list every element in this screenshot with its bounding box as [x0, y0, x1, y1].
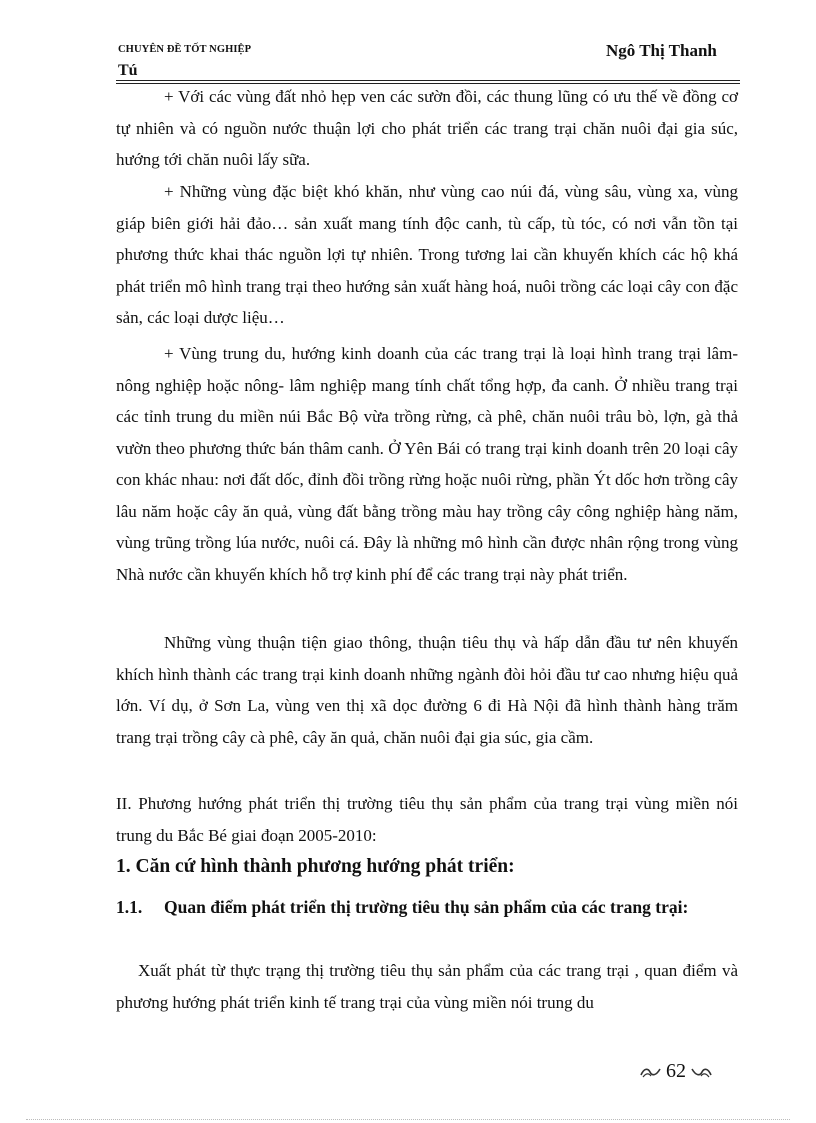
header-title-left: CHUYÊN ĐỀ TỐT NGHIỆP [118, 44, 252, 55]
heading-1: 1. Căn cứ hình thành phương hướng phát triển: [116, 856, 515, 877]
header-author-continuation: Tú [118, 62, 138, 79]
page-number-ornament [640, 1060, 712, 1083]
paragraph-transport-areas: Những vùng thuận tiện giao thông, thuận tiêu thụ và hấp dẫn đầu tư nên khuyến khích hình thành các trang trại kinh doanh những ngành đòi hỏi đầu tư cao nhưng hiệu quả lớn. Ví dụ, ở Sơn La, vùng ven thị xã dọc đường 6 đi Hà Nội đã hình thành hàng trăm trang trại trồng cây cà phê, cây ăn quả, chăn nuôi đại gia súc, gia cầm. [116, 633, 738, 747]
header-author-right: Ngô Thị Thanh [606, 41, 717, 60]
bottom-dotted-line [26, 1119, 790, 1120]
right-flourish-icon [690, 1065, 712, 1079]
paragraph-difficult-areas: + Những vùng đặc biệt khó khăn, như vùng cao núi đá, vùng sâu, vùng xa, vùng giáp biên giới hải đảo… sản xuất mang tính độc canh, tù cấp, tù tóc, có nơi vẫn tồn tại phương thức khai thác nguồn lợi tự nhiên. Trong tương lai cần khuyến khích các hộ khá phát triển mô hình trang trại theo hướng sản xuất hàng hoá, nuôi trồng các loại cây con đặc sản, các loại dược liệu… [116, 182, 738, 327]
section-ii-heading: II. Phương hướng phát triển thị trường tiêu thụ sản phẩm của trang trại vùng miền nói trung du Bắc Bé giai đoạn 2005-2010: [116, 794, 738, 845]
left-flourish-icon [640, 1065, 662, 1079]
heading-2-text: Quan điểm phát triển thị trường tiêu thụ sản phẩm của các trang trại: [164, 897, 689, 917]
page-number: 62 [666, 1060, 686, 1082]
paragraph-final: Xuất phát từ thực trạng thị trường tiêu thụ sản phẩm của các trang trại , quan điểm và phương hướng phát triển kinh tế trang trại của vùng miền nói trung du [116, 961, 738, 1012]
heading-2-number: 1.1. [116, 897, 143, 917]
paragraph-midlands: + Vùng trung du, hướng kinh doanh của các trang trại là loại hình trang trại lâm- nông nghiệp hoặc nông- lâm nghiệp mang tính chất tổng hợp, đa canh. Ở nhiều trang trại các tỉnh trung du miền núi Bắc Bộ vừa trồng rừng, cà phê, chăn nuôi trâu bò, lợn, gà thả vườn theo phương thức bán thâm canh. Ở Yên Bái có trang trại kinh doanh trên 20 loại cây con khác nhau: nơi đất dốc, đỉnh đồi trồng rừng hoặc nuôi rừng, phần Ýt dốc hơn trồng cây lâu năm hoặc cây ăn quả, vùng đất bằng trồng màu hay trồng cây công nghiệp hàng năm, vùng trũng trồng lúa nước, nuôi cá. Đây là những mô hình cần được nhân rộng trong vùng Nhà nước cần khuyến khích hỗ trợ kinh phí để các trang trại này phát triển. [116, 344, 738, 584]
paragraph-slopes: + Với các vùng đất nhỏ hẹp ven các sườn đồi, các thung lũng có ưu thế về đồng cơ tự nhiên và có nguồn nước thuận lợi cho phát triển các trang trại chăn nuôi đại gia súc, hướng tới chăn nuôi lấy sữa. [116, 87, 738, 169]
